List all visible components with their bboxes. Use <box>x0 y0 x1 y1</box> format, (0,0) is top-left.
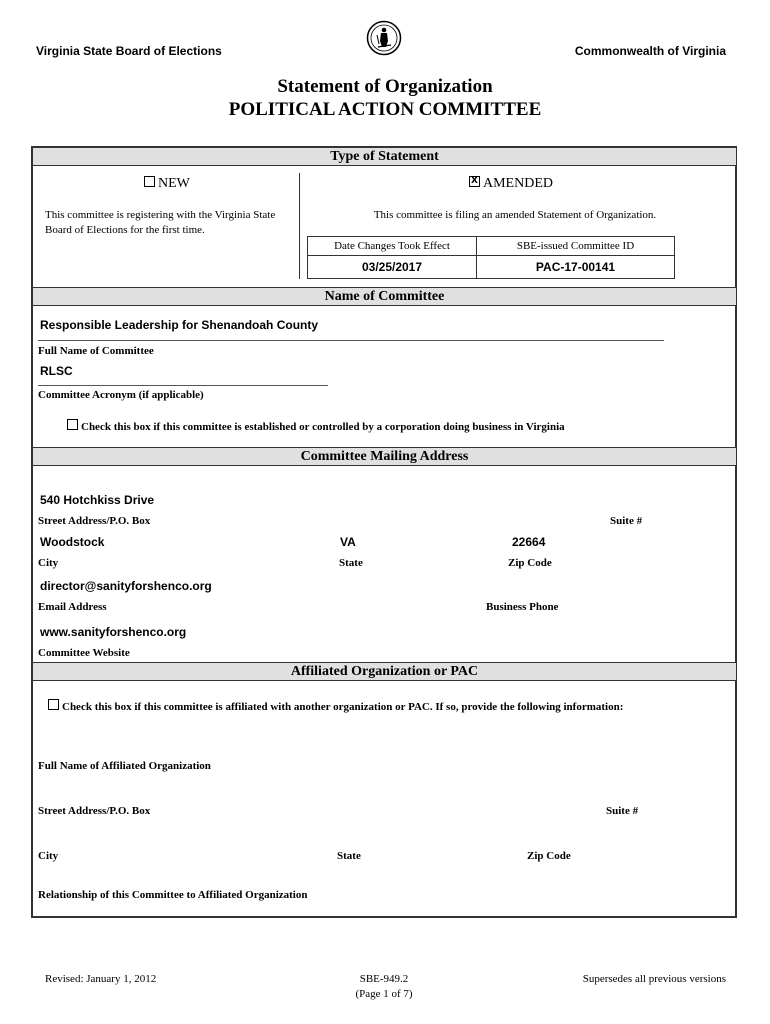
committee-name-value[interactable]: Responsible Leadership for Shenandoah County <box>40 318 319 332</box>
affiliated-city-label: City <box>38 850 59 862</box>
form-title: Statement of Organization <box>277 76 493 97</box>
type-divider <box>299 173 300 279</box>
committee-name-label: Full Name of Committee <box>38 345 154 357</box>
affiliated-suite-label: Suite # <box>606 805 639 817</box>
form-number: SBE-949.2 <box>359 973 409 985</box>
zip-label: Zip Code <box>508 557 552 569</box>
amended-description: This committee is filing an amended Statement of Organization. <box>373 209 657 221</box>
amended-checkbox[interactable] <box>469 176 480 187</box>
affiliated-checkbox[interactable] <box>48 699 59 710</box>
street-address-value[interactable]: 540 Hotchkiss Drive <box>40 493 155 507</box>
section-header-name-of-committee: Name of Committee <box>33 287 736 306</box>
city-value[interactable]: Woodstock <box>40 535 105 549</box>
affiliated-street-label: Street Address/P.O. Box <box>38 805 151 817</box>
revised-date: Revised: January 1, 2012 <box>45 973 157 985</box>
amended-option[interactable] <box>469 176 553 192</box>
corporation-checkbox-label: Check this box if this committee is established or controlled by a corporation doing business in Virginia <box>81 421 565 433</box>
date-changes-value[interactable]: 03/25/2017 <box>308 256 477 278</box>
date-changes-header: Date Changes Took Effect <box>308 237 477 256</box>
email-label: Email Address <box>38 601 107 613</box>
agency-name: Virginia State Board of Elections <box>36 44 222 58</box>
street-address-label: Street Address/P.O. Box <box>38 515 151 527</box>
corporation-checkbox[interactable] <box>67 419 78 430</box>
new-label: NEW <box>158 176 190 191</box>
zip-value[interactable]: 22664 <box>512 535 546 549</box>
affiliated-option[interactable] <box>48 699 623 713</box>
affiliated-name-label: Full Name of Affiliated Organization <box>38 760 211 772</box>
email-value[interactable]: director@sanityforshenco.org <box>40 579 212 593</box>
website-value[interactable]: www.sanityforshenco.org <box>40 625 187 639</box>
state-label: State <box>339 557 363 569</box>
affiliated-checkbox-label: Check this box if this committee is affiliated with another organization or PAC. If so, provide the following information: <box>62 701 624 713</box>
amended-label: AMENDED <box>483 176 553 191</box>
amendment-details-table <box>307 236 675 279</box>
section-header-type-of-statement: Type of Statement <box>33 147 736 166</box>
committee-acronym-label: Committee Acronym (if applicable) <box>38 389 204 401</box>
committee-id-header: SBE-issued Committee ID <box>477 237 674 256</box>
virginia-seal-icon <box>366 20 402 56</box>
new-option[interactable] <box>144 176 190 192</box>
new-checkbox[interactable] <box>144 176 155 187</box>
suite-label: Suite # <box>610 515 643 527</box>
state-name: Commonwealth of Virginia <box>574 44 726 58</box>
affiliated-zip-label: Zip Code <box>527 850 571 862</box>
form-subtitle: POLITICAL ACTION COMMITTEE <box>228 99 542 120</box>
affiliated-state-label: State <box>337 850 361 862</box>
business-phone-label: Business Phone <box>486 601 559 613</box>
relationship-label: Relationship of this Committee to Affiliated Organization <box>38 889 308 901</box>
page-number: (Page 1 of 7) <box>355 988 413 1000</box>
city-label: City <box>38 557 59 569</box>
committee-acronym-value[interactable]: RLSC <box>40 364 73 378</box>
committee-id-value[interactable]: PAC-17-00141 <box>535 260 616 274</box>
supersedes-note: Supersedes all previous versions <box>582 973 726 985</box>
website-label: Committee Website <box>38 647 130 659</box>
new-description: This committee is registering with the Virginia State Board of Elections for the first time. <box>45 209 276 236</box>
state-value[interactable]: VA <box>340 535 356 549</box>
section-header-mailing-address: Committee Mailing Address <box>33 447 736 466</box>
section-header-affiliated: Affiliated Organization or PAC <box>33 662 736 681</box>
committee-acronym-line <box>38 385 328 386</box>
corporation-option[interactable] <box>67 419 565 433</box>
committee-name-line <box>38 340 664 341</box>
